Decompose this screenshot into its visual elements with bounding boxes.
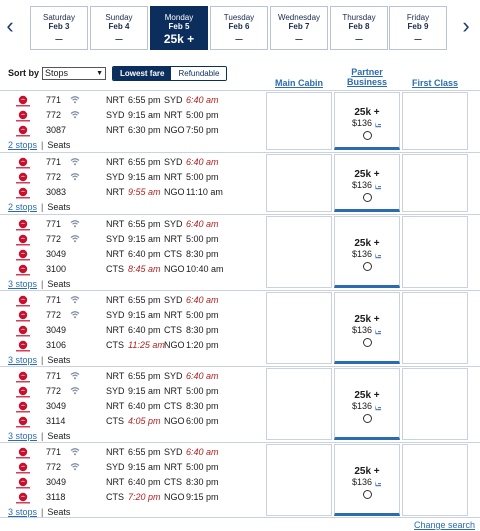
- origin-airport: NRT: [106, 295, 125, 305]
- flight-number: 3049: [46, 249, 67, 259]
- fare-radio[interactable]: [363, 262, 372, 271]
- destination-airport: CTS: [164, 249, 182, 259]
- arrival-time: 1:20 pm: [186, 340, 219, 350]
- airline-logo-icon: [14, 110, 32, 122]
- date-tile-day: Sunday: [105, 13, 133, 22]
- fare-points: 25k +: [354, 466, 380, 477]
- partner-business-cell[interactable]: [334, 444, 400, 516]
- date-tile-date: Feb 5: [168, 22, 190, 31]
- destination-airport: NRT: [164, 110, 183, 120]
- flight-number: 772: [46, 462, 62, 472]
- stops-info: [8, 507, 70, 517]
- arrival-time: 10:40 am: [186, 264, 224, 274]
- first-class-header[interactable]: First Class: [411, 78, 459, 88]
- stops-link[interactable]: 2 stops: [8, 140, 38, 150]
- flight-segment: [10, 461, 260, 475]
- partner-business-cell[interactable]: [334, 154, 400, 212]
- seat-icon: [374, 327, 382, 334]
- date-tile-day: Tuesday: [223, 13, 255, 22]
- fare-price: [335, 107, 399, 140]
- departure-time: 6:55 pm: [128, 157, 161, 167]
- fare-points: 25k +: [354, 238, 380, 249]
- arrival-time: 6:40 am: [186, 447, 219, 457]
- divider: |: [41, 355, 44, 365]
- flight-segment: [10, 124, 260, 138]
- flight-number: 3106: [46, 340, 67, 350]
- flight-segment: [10, 94, 260, 108]
- results-bottom-divider: [0, 517, 480, 518]
- wifi-icon: [70, 110, 80, 119]
- date-tile-day: Wednesday: [277, 13, 321, 22]
- wifi-icon: [70, 386, 80, 395]
- destination-airport: NRT: [164, 310, 183, 320]
- seat-icon: [374, 182, 382, 189]
- departure-time: 9:15 am: [128, 110, 161, 120]
- fare-points: 25k +: [354, 169, 380, 180]
- flight-segment: [10, 218, 260, 232]
- date-tile[interactable]: [330, 6, 388, 50]
- departure-time: 7:20 pm: [128, 492, 161, 502]
- flight-number: 771: [46, 295, 62, 305]
- partner-business-cell[interactable]: [334, 216, 400, 288]
- seat-icon: [374, 120, 382, 127]
- destination-airport: NGO: [164, 492, 185, 502]
- itinerary-row: [0, 152, 480, 214]
- airline-logo-icon: [14, 325, 32, 337]
- first-class-cell: [402, 444, 468, 516]
- chevron-down-icon: ▼: [96, 69, 104, 77]
- date-tile[interactable]: [389, 6, 447, 50]
- wifi-icon: [70, 219, 80, 228]
- date-tile-price: –: [115, 31, 123, 46]
- wifi-icon: [70, 95, 80, 104]
- arrival-time: 6:40 am: [186, 157, 219, 167]
- fare-cash: $136: [351, 180, 373, 190]
- flight-number: 772: [46, 386, 62, 396]
- sort-label: Sort by: [8, 68, 40, 78]
- main-cabin-cell: [266, 292, 332, 364]
- origin-airport: SYD: [106, 310, 125, 320]
- departure-time: 9:15 am: [128, 172, 161, 182]
- flight-segment: [10, 248, 260, 262]
- arrival-time: 9:15 pm: [186, 492, 219, 502]
- date-tile-price: –: [414, 31, 422, 46]
- origin-airport: CTS: [106, 416, 124, 426]
- airline-logo-icon: [14, 172, 32, 184]
- flight-segment: [10, 324, 260, 338]
- first-class-cell: [402, 292, 468, 364]
- fare-cash: $136: [351, 118, 373, 128]
- departure-time: 9:15 am: [128, 386, 161, 396]
- date-tile[interactable]: [30, 6, 88, 50]
- airline-logo-icon: [14, 187, 32, 199]
- airline-logo-icon: [14, 371, 32, 383]
- airline-logo-icon: [14, 386, 32, 398]
- flight-number: 771: [46, 157, 62, 167]
- stops-link[interactable]: 3 stops: [8, 507, 38, 517]
- date-tile-price: –: [295, 31, 303, 46]
- arrival-time: 8:30 pm: [186, 477, 219, 487]
- date-tile-price: 25k +: [163, 32, 195, 46]
- fare-cash: $136: [351, 325, 373, 335]
- partner-header-line1: Partner: [351, 67, 383, 77]
- date-tile-price: –: [355, 31, 363, 46]
- date-tile-price: –: [55, 31, 63, 46]
- flight-segment: [10, 263, 260, 277]
- wifi-icon: [70, 462, 80, 471]
- flight-segment: [10, 156, 260, 170]
- departure-time: 6:40 pm: [128, 249, 161, 259]
- sort-bar: [8, 66, 106, 80]
- lowest-fare-toggle[interactable]: Lowest fare: [113, 67, 171, 80]
- flight-number: 3118: [46, 492, 66, 502]
- flight-number: 3100: [46, 264, 67, 274]
- fare-price: [335, 238, 399, 271]
- seat-icon: [374, 403, 382, 410]
- flight-number: 771: [46, 95, 62, 105]
- fare-radio[interactable]: [363, 490, 372, 499]
- refundable-toggle[interactable]: Refundable: [171, 67, 226, 80]
- arrival-time: 5:00 pm: [186, 234, 219, 244]
- date-tile-date: Feb 6: [228, 22, 250, 31]
- airline-logo-icon: [14, 462, 32, 474]
- flight-segment: [10, 233, 260, 247]
- itinerary-row: [0, 214, 480, 290]
- departure-time: 9:15 am: [128, 462, 161, 472]
- main-cabin-cell: [266, 444, 332, 516]
- fare-price: [335, 169, 399, 202]
- date-tile-price: –: [235, 31, 243, 46]
- date-tile-day: Monday: [164, 13, 194, 22]
- airline-logo-icon: [14, 401, 32, 413]
- divider: |: [41, 202, 44, 212]
- first-class-cell: [402, 216, 468, 288]
- main-cabin-cell: [266, 154, 332, 212]
- destination-airport: SYD: [164, 295, 183, 305]
- seats-link[interactable]: Seats: [47, 355, 71, 365]
- date-tile-day: Friday: [406, 13, 430, 22]
- flight-number: 3049: [46, 325, 67, 335]
- flight-number: 771: [46, 219, 62, 229]
- destination-airport: CTS: [164, 325, 182, 335]
- first-class-cell: [402, 368, 468, 440]
- origin-airport: CTS: [106, 264, 124, 274]
- partner-business-cell[interactable]: [334, 92, 400, 150]
- departure-time: 6:55 pm: [128, 295, 161, 305]
- origin-airport: SYD: [106, 462, 125, 472]
- wifi-icon: [70, 172, 80, 181]
- flight-number: 3087: [46, 125, 67, 135]
- flight-number: 3114: [46, 416, 66, 426]
- departure-time: 6:40 pm: [128, 477, 161, 487]
- flight-number: 772: [46, 172, 62, 182]
- fare-radio[interactable]: [363, 131, 372, 140]
- airline-logo-icon: [14, 249, 32, 261]
- flight-number: 3049: [46, 477, 67, 487]
- destination-airport: CTS: [164, 401, 182, 411]
- stops-info: [8, 140, 70, 150]
- main-cabin-header[interactable]: Main Cabin: [274, 78, 323, 88]
- flight-segment: [10, 186, 260, 200]
- destination-airport: SYD: [164, 219, 183, 229]
- stops-info: [8, 355, 70, 365]
- departure-time: 6:40 pm: [128, 325, 161, 335]
- airline-logo-icon: [14, 310, 32, 322]
- origin-airport: NRT: [106, 125, 125, 135]
- origin-airport: NRT: [106, 371, 125, 381]
- date-tile[interactable]: [270, 6, 328, 50]
- arrival-time: 6:40 am: [186, 95, 219, 105]
- sort-select-value: Stops: [45, 68, 69, 78]
- fare-toggle: [112, 66, 227, 81]
- itinerary-row: [0, 290, 480, 366]
- airline-logo-icon: [14, 477, 32, 489]
- flight-number: 3049: [46, 401, 67, 411]
- arrival-time: 6:40 am: [186, 371, 219, 381]
- origin-airport: NRT: [106, 187, 125, 197]
- main-cabin-cell: [266, 368, 332, 440]
- origin-airport: NRT: [106, 447, 125, 457]
- partner-header-line2: Business: [346, 77, 388, 87]
- itinerary-row: [0, 366, 480, 442]
- departure-time: 8:45 am: [128, 264, 161, 274]
- origin-airport: NRT: [106, 157, 125, 167]
- divider: |: [41, 431, 44, 441]
- wifi-icon: [70, 157, 80, 166]
- fare-price: [335, 390, 399, 423]
- arrival-time: 8:30 pm: [186, 401, 219, 411]
- airline-logo-icon: [14, 447, 32, 459]
- airline-logo-icon: [14, 234, 32, 246]
- origin-airport: NRT: [106, 95, 125, 105]
- arrival-time: 7:50 pm: [186, 125, 219, 135]
- flight-segment: [10, 385, 260, 399]
- seats-link[interactable]: Seats: [47, 202, 71, 212]
- wifi-icon: [70, 447, 80, 456]
- divider: |: [41, 507, 44, 517]
- flight-segment: [10, 294, 260, 308]
- seats-link[interactable]: Seats: [47, 431, 71, 441]
- first-class-cell: [402, 154, 468, 212]
- flight-segment: [10, 476, 260, 490]
- destination-airport: SYD: [164, 447, 183, 457]
- wifi-icon: [70, 371, 80, 380]
- departure-time: 9:15 am: [128, 234, 161, 244]
- origin-airport: SYD: [106, 234, 125, 244]
- destination-airport: CTS: [164, 477, 182, 487]
- flight-number: 772: [46, 234, 62, 244]
- main-cabin-cell: [266, 92, 332, 150]
- origin-airport: NRT: [106, 325, 125, 335]
- itinerary-row: [0, 442, 480, 518]
- flight-segment: [10, 491, 260, 505]
- stops-link[interactable]: 3 stops: [8, 279, 38, 289]
- airline-logo-icon: [14, 95, 32, 107]
- destination-airport: NGO: [164, 340, 185, 350]
- flight-number: 772: [46, 110, 62, 120]
- destination-airport: SYD: [164, 157, 183, 167]
- seats-link[interactable]: Seats: [47, 507, 71, 517]
- arrival-time: 5:00 pm: [186, 462, 219, 472]
- destination-airport: NGO: [164, 416, 185, 426]
- arrival-time: 6:40 am: [186, 295, 219, 305]
- divider: |: [41, 140, 44, 150]
- airline-logo-icon: [14, 125, 32, 137]
- flight-number: 3083: [46, 187, 67, 197]
- fare-radio[interactable]: [363, 338, 372, 347]
- fare-points: 25k +: [354, 107, 380, 118]
- arrival-time: 5:00 pm: [186, 310, 219, 320]
- destination-airport: SYD: [164, 371, 183, 381]
- date-tile[interactable]: [90, 6, 148, 50]
- date-tile[interactable]: [210, 6, 268, 50]
- arrival-time: 5:00 pm: [186, 386, 219, 396]
- fare-price: [335, 314, 399, 347]
- destination-airport: NGO: [164, 187, 185, 197]
- seats-link[interactable]: Seats: [47, 140, 71, 150]
- fare-cash: $136: [351, 477, 373, 487]
- departure-time: 6:30 pm: [128, 125, 161, 135]
- departure-time: 4:05 pm: [128, 416, 161, 426]
- first-class-cell: [402, 92, 468, 150]
- seats-link[interactable]: Seats: [47, 279, 71, 289]
- change-search-link[interactable]: Change search: [414, 520, 476, 530]
- fare-points: 25k +: [354, 314, 380, 325]
- airline-logo-icon: [14, 340, 32, 352]
- partner-business-cell[interactable]: [334, 368, 400, 440]
- airline-logo-icon: [14, 295, 32, 307]
- departure-time: 9:55 am: [128, 187, 161, 197]
- airline-logo-icon: [14, 264, 32, 276]
- flight-segment: [10, 370, 260, 384]
- date-tile[interactable]: [150, 6, 208, 50]
- date-tile-date: Feb 7: [288, 22, 310, 31]
- flight-segment: [10, 171, 260, 185]
- arrival-time: 8:30 pm: [186, 249, 219, 259]
- destination-airport: NRT: [164, 462, 183, 472]
- origin-airport: NRT: [106, 401, 125, 411]
- departure-time: 6:55 pm: [128, 219, 161, 229]
- destination-airport: NRT: [164, 234, 183, 244]
- date-tile-date: Feb 9: [407, 22, 429, 31]
- origin-airport: CTS: [106, 492, 124, 502]
- departure-time: 9:15 am: [128, 310, 161, 320]
- arrival-time: 6:00 pm: [186, 416, 219, 426]
- flight-segment: [10, 415, 260, 429]
- arrival-time: 11:10 am: [186, 187, 223, 197]
- departure-time: 6:55 pm: [128, 371, 161, 381]
- destination-airport: NGO: [164, 125, 185, 135]
- airline-logo-icon: [14, 219, 32, 231]
- stops-link[interactable]: 3 stops: [8, 431, 38, 441]
- origin-airport: SYD: [106, 172, 125, 182]
- fare-cash: $136: [351, 249, 373, 259]
- origin-airport: CTS: [106, 340, 124, 350]
- arrival-time: 5:00 pm: [186, 172, 219, 182]
- fare-points: 25k +: [354, 390, 380, 401]
- origin-airport: NRT: [106, 477, 125, 487]
- date-tile-date: Feb 8: [348, 22, 370, 31]
- seat-icon: [374, 251, 382, 258]
- flight-segment: [10, 400, 260, 414]
- destination-airport: NRT: [164, 172, 183, 182]
- stops-link[interactable]: 3 stops: [8, 355, 38, 365]
- partner-business-header[interactable]: [334, 67, 400, 87]
- date-tile-day: Thursday: [342, 13, 376, 22]
- arrival-time: 6:40 am: [186, 219, 219, 229]
- fare-cash: $136: [351, 401, 373, 411]
- chevron-right-icon[interactable]: ›: [462, 13, 470, 38]
- date-tile-date: Feb 3: [48, 22, 70, 31]
- sort-select[interactable]: [42, 67, 106, 80]
- stops-link[interactable]: 2 stops: [8, 202, 38, 212]
- divider: |: [41, 279, 44, 289]
- seat-icon: [374, 479, 382, 486]
- date-tile-date: Feb 4: [108, 22, 130, 31]
- fare-price: [335, 466, 399, 499]
- main-cabin-cell: [266, 216, 332, 288]
- flight-segment: [10, 446, 260, 460]
- airline-logo-icon: [14, 492, 32, 504]
- flight-number: 771: [46, 447, 62, 457]
- flight-number: 772: [46, 310, 62, 320]
- origin-airport: SYD: [106, 386, 125, 396]
- wifi-icon: [70, 295, 80, 304]
- arrival-time: 5:00 pm: [186, 110, 219, 120]
- departure-time: 6:55 pm: [128, 95, 161, 105]
- departure-time: 11:25 am: [128, 340, 165, 350]
- flight-segment: [10, 109, 260, 123]
- flight-number: 771: [46, 371, 62, 381]
- origin-airport: NRT: [106, 249, 125, 259]
- destination-airport: NRT: [164, 386, 183, 396]
- origin-airport: SYD: [106, 110, 125, 120]
- itinerary-row: [0, 90, 480, 152]
- arrival-time: 8:30 pm: [186, 325, 219, 335]
- origin-airport: NRT: [106, 219, 125, 229]
- departure-time: 6:40 pm: [128, 401, 161, 411]
- date-strip: [0, 4, 480, 50]
- stops-info: [8, 279, 70, 289]
- airline-logo-icon: [14, 416, 32, 428]
- destination-airport: NGO: [164, 264, 185, 274]
- airline-logo-icon: [14, 157, 32, 169]
- stops-info: [8, 431, 70, 441]
- fare-radio[interactable]: [363, 414, 372, 423]
- destination-airport: SYD: [164, 95, 183, 105]
- date-tile-day: Saturday: [42, 13, 76, 22]
- wifi-icon: [70, 234, 80, 243]
- chevron-left-icon[interactable]: ‹: [6, 13, 14, 38]
- flight-segment: [10, 309, 260, 323]
- departure-time: 6:55 pm: [128, 447, 161, 457]
- fare-radio[interactable]: [363, 193, 372, 202]
- partner-business-cell[interactable]: [334, 292, 400, 364]
- stops-info: [8, 202, 70, 212]
- wifi-icon: [70, 310, 80, 319]
- flight-segment: [10, 339, 260, 353]
